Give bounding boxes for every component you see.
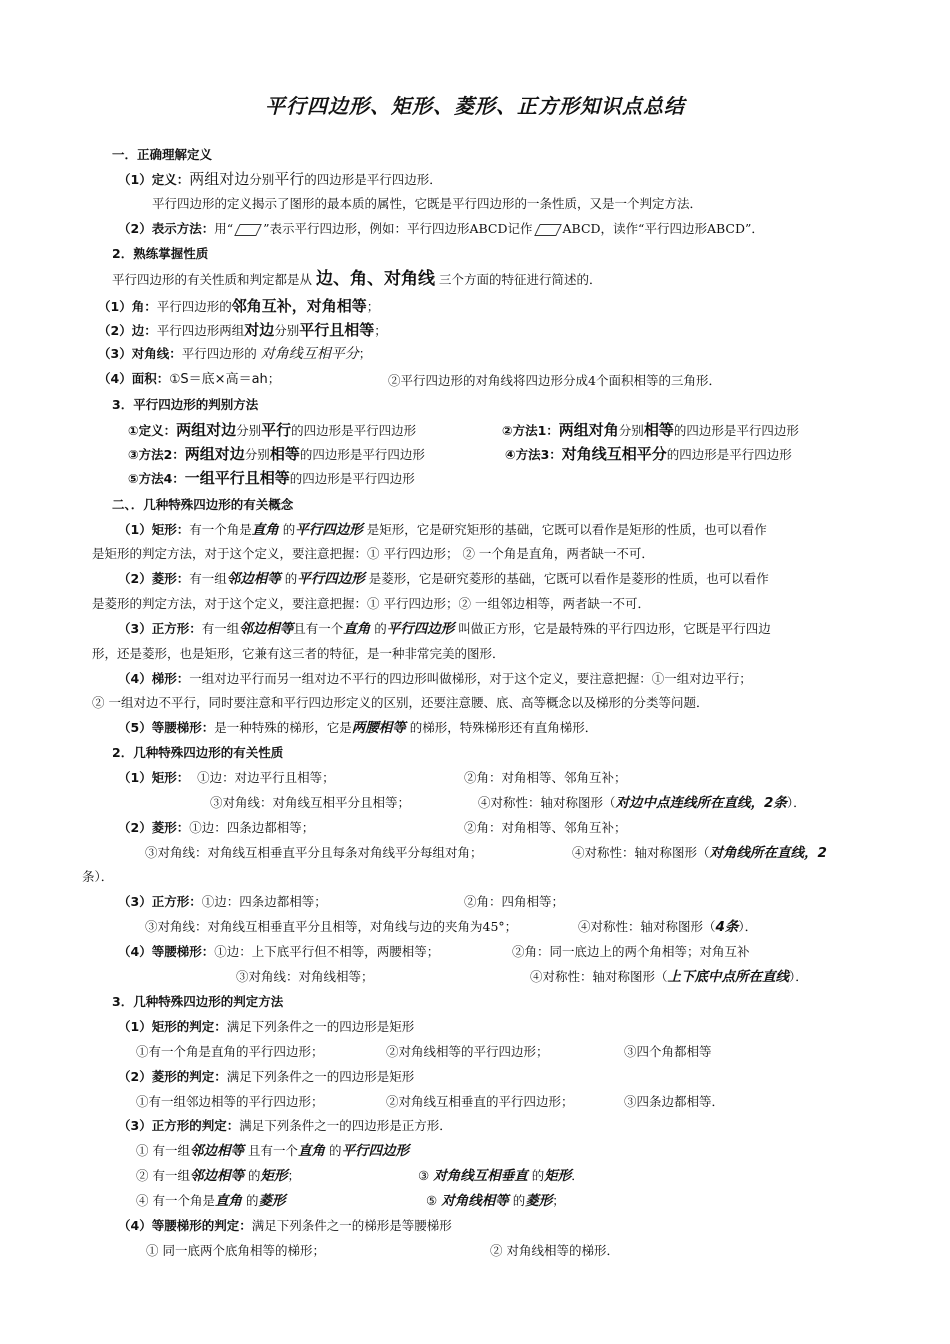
parallelogram-symbol-icon (534, 224, 562, 236)
rect-property-row1: （1）矩形： ①边：对边平行且相等； (118, 770, 335, 785)
square-property-angle: ②角：四角相等； (464, 894, 565, 909)
concept-rhombus-cont: 是菱形的判定方法，对于这个定义，要注意把握：① 平行四边形；② 一组邻边相等，两者缺一不可． (92, 596, 650, 611)
rhombus-judgment-3: ③四条边都相等． (624, 1094, 725, 1109)
square-property-symmetry: ④对称性：轴对称图形（4条）． (578, 919, 758, 935)
isosceles-property-row1: （4）等腰梯形：①边：上下底平行但不相等，两腰相等； (118, 944, 440, 959)
judgment-method-2: ②方法1：两组对角分别相等的四边形是平行四边形 (502, 421, 799, 439)
judgment-method-5: ⑤方法4：一组平行且相等的四边形是平行四边形 (128, 469, 415, 487)
rhombus-property-diagonal: ③对角线：对角线互相垂直平分且每条对角线平分每组对角； (145, 845, 483, 860)
square-property-diagonal: ③对角线：对角线互相垂直平分且相等，对角线与边的夹角为45°； (145, 919, 518, 934)
section-heading-definition: 一．正确理解定义 (112, 147, 213, 162)
rect-judgment-2: ②对角线相等的平行四边形； (386, 1044, 549, 1059)
concept-rhombus: （2）菱形：有一组邻边相等 的平行四边形 是菱形，它是研究菱形的基础，它既可以看作是菱形的性质，也可以看作 (118, 571, 769, 587)
definition-line: （1）定义：两组对边分别平行的四边形是平行四边形． (118, 170, 442, 188)
isosceles-judgment-intro: （4）等腰梯形的判定：满足下列条件之一的梯形是等腰梯形 (118, 1218, 452, 1233)
square-judgment-2: ② 有一组邻边相等 的矩形； (136, 1168, 300, 1184)
square-judgment-3: ③ 对角线互相垂直 的矩形． (418, 1168, 584, 1184)
property-area: （4）面积：①S＝底×高＝ah； (98, 371, 281, 387)
rhombus-judgment-2: ②对角线互相垂直的平行四边形； (386, 1094, 574, 1109)
concept-rectangle-cont: 是矩形的判定方法，对于这个定义，要注意把握：① 平行四边形； ② 一个角是直角，两者缺一不可． (92, 546, 654, 561)
rect-property-symmetry: ④对称性：轴对称图形（对边中点连线所在直线，2条）． (478, 795, 806, 811)
definition-note: 平行四边形的定义揭示了图形的最本质的属性，它既是平行四边形的一条性质，又是一个判定方法． (152, 196, 703, 211)
judgment-method-3: ③方法2：两组对边分别相等的四边形是平行四边形 (128, 445, 425, 463)
judgment-method-4: ④方法3：对角线互相平分的四边形是平行四边形 (505, 445, 792, 463)
property-diagonal: （3）对角线：平行四边形的 对角线互相平分； (98, 346, 372, 362)
rhombus-property-angle: ②角：对角相等、邻角互补； (464, 820, 627, 835)
square-judgment-intro: （3）正方形的判定：满足下列条件之一的四边形是正方形． (118, 1118, 452, 1133)
parallelogram-symbol-icon (234, 224, 262, 236)
rect-judgment-intro: （1）矩形的判定：满足下列条件之一的四边形是矩形 (118, 1019, 415, 1034)
properties-intro: 平行四边形的有关性质和判定都是从 边、角、对角线 三个方面的特征进行简述的． (112, 269, 602, 289)
section-heading-judgment: 3．平行四边形的判别方法 (112, 397, 259, 412)
concept-square-cont: 形，还是菱形，也是矩形，它兼有这三者的特征，是一种非常完美的图形． (92, 646, 505, 661)
rhombus-judgment-1: ①有一组邻边相等的平行四边形； (136, 1094, 324, 1109)
representation-line: （2）表示方法：用“ ”表示平行四边形，例如：平行四边形ABCD记作 ABCD，读作“平行四边形ABCD”． (118, 221, 764, 236)
concept-square: （3）正方形：有一组邻边相等且有一个直角 的平行四边形 叫做正方形，它是最特殊的平行四边形，它既是平行四边 (118, 621, 771, 637)
property-angle: （1）角：平行四边形的邻角互补，对角相等； (98, 297, 380, 315)
concept-trapezoid-cont: ② 一组对边不平行，同时要注意和平行四边形定义的区别，还要注意腰、底、高等概念以及梯形的分类等问题． (92, 695, 709, 710)
rhombus-property-symmetry-cont: 条）． (82, 869, 114, 884)
rhombus-property-row1: （2）菱形：①边：四条边都相等； (118, 820, 315, 835)
concept-isosceles-trapezoid: （5）等腰梯形：是一种特殊的梯形，它是两腰相等 的梯形，特殊梯形还有直角梯形． (118, 720, 598, 736)
isosceles-property-symmetry: ④对称性：轴对称图形（上下底中点所在直线）． (530, 969, 808, 985)
concept-rectangle: （1）矩形：有一个角是直角 的平行四边形 是矩形，它是研究矩形的基础，它既可以看作是矩形的性质，也可以看作 (118, 522, 767, 538)
isosceles-property-angle: ②角：同一底边上的两个角相等；对角互补 (512, 944, 750, 959)
property-area-2: ②平行四边形的对角线将四边形分成4个面积相等的三角形． (388, 373, 721, 388)
square-judgment-1: ① 有一组邻边相等 且有一个直角 的平行四边形 (136, 1143, 409, 1159)
rect-property-angle: ②角：对角相等、邻角互补； (464, 770, 627, 785)
square-judgment-4: ④ 有一个角是直角 的菱形 (136, 1193, 286, 1209)
section-heading-special-properties: 2．几种特殊四边形的有关性质 (112, 745, 284, 760)
isosceles-judgment-1: ① 同一底两个底角相等的梯形； (146, 1243, 325, 1258)
square-judgment-5: ⑤ 对角线相等 的菱形； (426, 1193, 565, 1209)
judgment-method-1: ①定义：两组对边分别平行的四边形是平行四边形 (128, 421, 417, 439)
rhombus-property-symmetry: ④对称性：轴对称图形（对角线所在直线，2 (572, 845, 827, 861)
isosceles-judgment-2: ② 对角线相等的梯形． (490, 1243, 619, 1258)
section-heading-properties: 2．熟练掌握性质 (112, 246, 209, 261)
section-heading-concepts: 二、．几种特殊四边形的有关概念 (112, 497, 294, 512)
rect-property-diagonal: ③对角线：对角线互相平分且相等； (210, 795, 411, 810)
concept-trapezoid: （4）梯形：一组对边平行而另一组对边不平行的四边形叫做梯形，对于这个定义，要注意把握：①一组对边平行； (118, 671, 752, 686)
isosceles-property-diagonal: ③对角线：对角线相等； (236, 969, 374, 984)
page-title: 平行四边形、矩形、菱形、正方形知识点总结 (265, 94, 685, 118)
rect-judgment-1: ①有一个角是直角的平行四边形； (136, 1044, 324, 1059)
rhombus-judgment-intro: （2）菱形的判定：满足下列条件之一的四边形是矩形 (118, 1069, 415, 1084)
section-heading-special-judgment: 3．几种特殊四边形的判定方法 (112, 994, 284, 1009)
rect-judgment-3: ③四个角都相等 (624, 1044, 712, 1059)
square-property-row1: （3）正方形：①边：四条边都相等； (118, 894, 327, 909)
property-side: （2）边：平行四边形两组对边分别平行且相等； (98, 321, 387, 339)
